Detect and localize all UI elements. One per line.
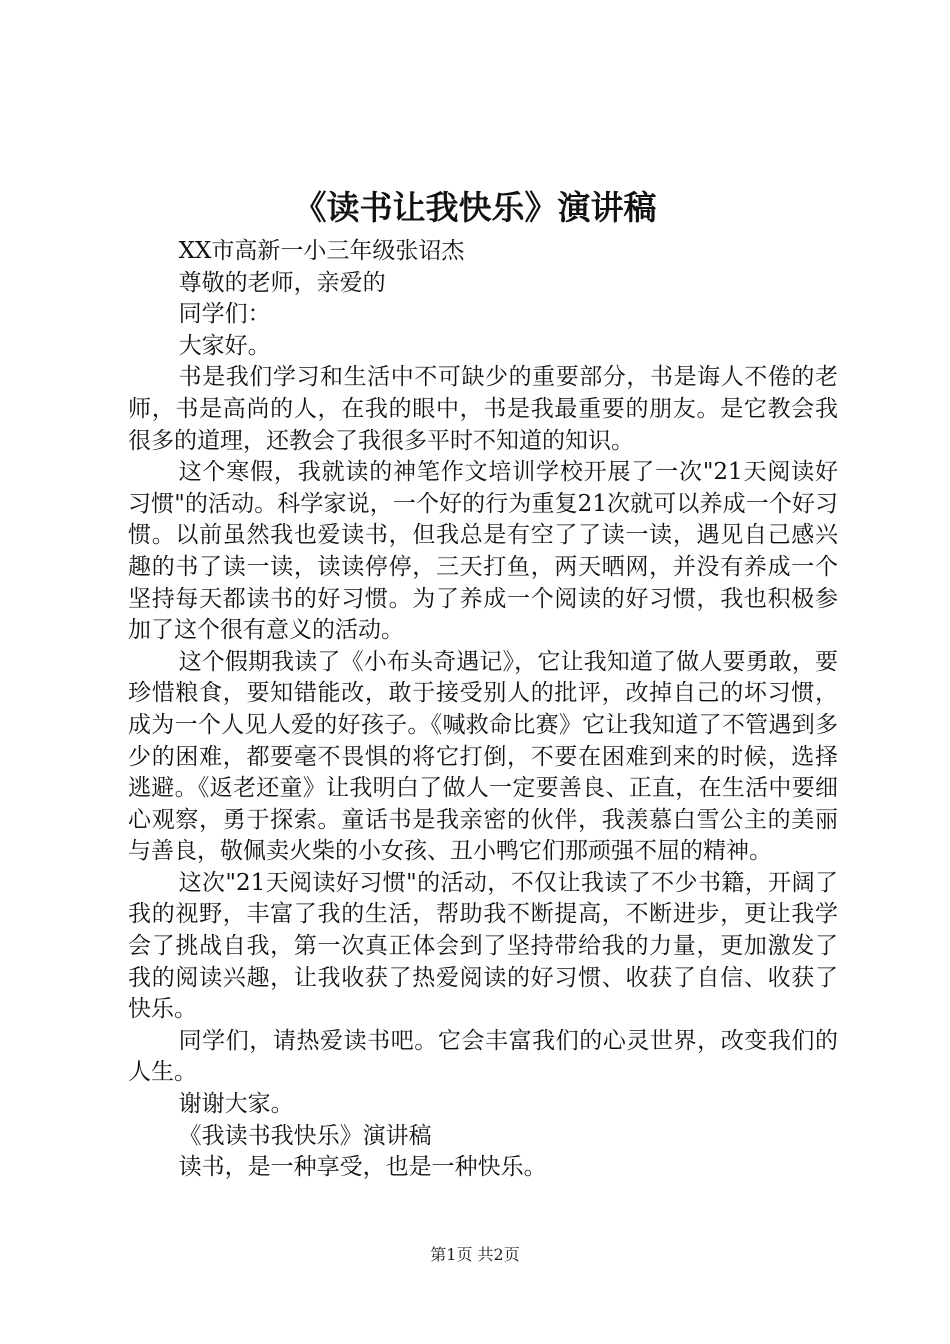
page-number-footer: 第1页 共2页 — [430, 1245, 520, 1264]
author-line: XX市高新一小三年级张诏杰 — [178, 238, 465, 264]
document-title: 《读书让我快乐》演讲稿 — [293, 188, 657, 227]
body-paragraph: 这次"21天阅读好习惯"的活动，不仅让我读了不少书籍，开阔了我的视野，丰富了我的生活，帮助我不断提高，不断进步，更让我学会了挑战自我，第一次真正体会到了坚持带给我的力量，更加激发了我的阅读兴趣，让我收获了热爱阅读的好习惯、收获了自信、收获了快乐。 — [128, 869, 838, 1023]
greeting-line: 大家好。 — [178, 332, 271, 359]
second-speech-title: 《我读书我快乐》演讲稿 — [178, 1122, 432, 1149]
document-body — [128, 236, 838, 1184]
closing-line: 谢谢大家。 — [178, 1091, 294, 1118]
body-paragraph: 这个寒假，我就读的神笔作文培训学校开展了一次"21天阅读好习惯"的活动。科学家说，一个好的行为重复21次就可以养成一个好习惯。以前虽然我也爱读书，但我总是有空了了读一读，遇见自己感兴趣的书了读一读，读读停停，三天打鱼，两天晒网，并没有养成一个坚持每天都读书的好习惯。为了养成一个阅读的好习惯，我也积极参加了这个很有意义的活动。 — [128, 459, 838, 644]
body-paragraph: 读书，是一种享受，也是一种快乐。 — [178, 1154, 547, 1181]
salutation-line: 尊敬的老师，亲爱的 — [178, 269, 386, 296]
body-paragraph: 同学们，请热爱读书吧。它会丰富我们的心灵世界，改变我们的人生。 — [128, 1027, 838, 1086]
body-paragraph: 书是我们学习和生活中不可缺少的重要部分，书是诲人不倦的老师，书是高尚的人，在我的眼中，书是我最重要的朋友。是它教会我很多的道理，还教会了我很多平时不知道的知识。 — [128, 364, 838, 454]
salutation-line: 同学们： — [178, 301, 271, 328]
body-paragraph: 这个假期我读了《小布头奇遇记》，它让我知道了做人要勇敢，要珍惜粮食，要知错能改，敢于接受别人的批评，改掉自己的坏习惯，成为一个人见人爱的好孩子。《喊救命比赛》它让我知道了不管遇到多少的困难，都要毫不畏惧的将它打倒，不要在困难到来的时候，选择逃避。《返老还童》让我明白了做人一定要善良、正直，在生活中要细心观察，勇于探索。童话书是我亲密的伙伴，我羡慕白雪公主的美丽与善良，敬佩卖火柴的小女孩、丑小鸭它们那顽强不屈的精神。 — [128, 648, 838, 865]
